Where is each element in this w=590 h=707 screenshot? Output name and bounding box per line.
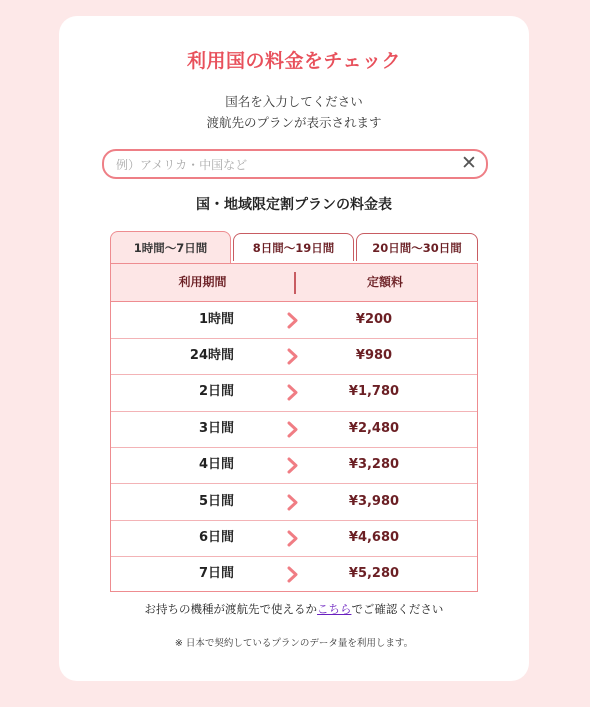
plan-card: [59, 16, 529, 681]
price-table: [110, 263, 478, 592]
country-search-input[interactable]: [114, 154, 458, 176]
device-check-after: でご確認ください: [351, 602, 444, 616]
header-price: 定額料: [366, 275, 403, 289]
row-period: 24時間: [189, 347, 234, 363]
row-price: ¥1,780: [348, 384, 400, 400]
table-row[interactable]: [111, 520, 477, 557]
chevron-right-icon: [284, 384, 301, 401]
table-row[interactable]: [111, 447, 477, 484]
row-period: 1時間: [198, 311, 234, 327]
duration-tabs: [110, 231, 478, 264]
row-price: ¥4,680: [348, 529, 400, 545]
chevron-right-icon: [284, 312, 301, 329]
page-title: 利用国の料金をチェック: [187, 50, 401, 72]
table-row[interactable]: [111, 338, 477, 375]
row-price: ¥200: [355, 311, 393, 327]
row-period: 4日間: [198, 457, 234, 473]
table-row[interactable]: [111, 484, 477, 521]
device-check-link[interactable]: こちら: [317, 602, 352, 616]
country-search: [102, 149, 488, 179]
row-price: ¥3,980: [348, 493, 400, 509]
device-check-before: お持ちの機種が渡航先で使えるか: [144, 602, 318, 616]
row-price: ¥980: [355, 347, 393, 363]
description-line-1: 国名を入力してください: [225, 94, 363, 109]
table-row[interactable]: [111, 556, 477, 592]
chevron-right-icon: [284, 421, 301, 438]
chevron-right-icon: [284, 530, 301, 547]
row-price: ¥2,480: [348, 420, 400, 436]
table-row[interactable]: [111, 302, 477, 339]
tab-20days-30days[interactable]: 20日間〜30日間: [356, 233, 478, 261]
chevron-right-icon: [284, 348, 301, 365]
chevron-right-icon: [284, 457, 301, 474]
tab-8days-19days[interactable]: 8日間〜19日間: [233, 233, 354, 261]
row-period: 5日間: [198, 493, 234, 509]
data-usage-note: ※ 日本で契約しているプランのデータ量を利用します。: [174, 638, 414, 649]
header-period: 利用期間: [178, 275, 227, 289]
row-price: ¥5,280: [348, 566, 400, 582]
section-title: 国・地域限定割プランの料金表: [196, 197, 392, 213]
row-price: ¥3,280: [348, 457, 400, 473]
row-period: 6日間: [198, 529, 234, 545]
device-check-text: [59, 601, 529, 617]
chevron-right-icon: [284, 566, 301, 583]
row-period: 7日間: [198, 566, 234, 582]
table-header: [111, 264, 477, 302]
description-line-2: 渡航先のプランが表示されます: [206, 115, 382, 130]
row-period: 2日間: [198, 384, 234, 400]
chevron-right-icon: [284, 494, 301, 511]
row-period: 3日間: [198, 420, 234, 436]
table-row[interactable]: [111, 411, 477, 448]
close-icon[interactable]: ✕: [461, 152, 477, 174]
tab-1hour-7days[interactable]: 1時間〜7日間: [110, 231, 231, 264]
table-row[interactable]: [111, 374, 477, 411]
